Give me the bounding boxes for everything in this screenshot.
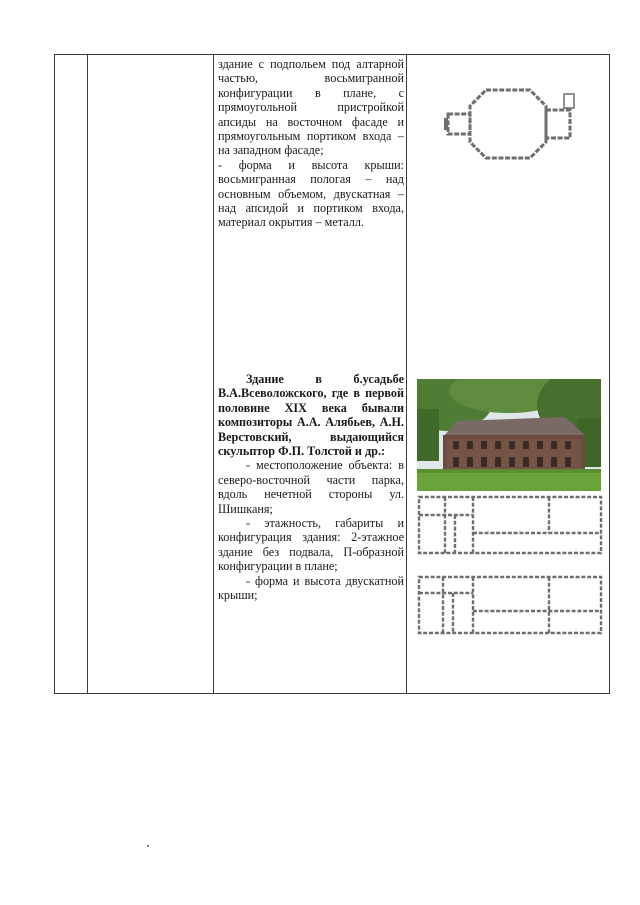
section2-heading: Здание в б.усадьбе В.А.Всеволожского, где в первой половине XIX века бывали композиторы А.А. Алябьев, А.Н. Верстовский, выдающийся скульптор Ф.П. Толстой и др.: — [218, 372, 404, 459]
column-divider — [406, 55, 407, 693]
section2-item: - форма и высота двускатной крыши; — [218, 573, 404, 603]
scan-speck — [147, 845, 149, 847]
column-divider — [87, 55, 88, 693]
column-divider — [213, 55, 214, 693]
section1-paragraph: здание с подпольем под алтарной частью, восьмигранной конфигурации в плане, с прямоугольной пристройкой апсиды на восточном фасаде и прямоугольным портиком входа – на западном фасаде; — [218, 57, 404, 158]
manor-building-photo-icon — [417, 379, 601, 491]
section2-text — [218, 372, 404, 603]
section1-paragraph: - форма и высота крыши: восьмигранная пологая – над основным объемом, двускатная – над апсидой и портиком входа, материал окрытия – металл. — [218, 157, 404, 230]
octagonal-floor-plan-icon — [442, 86, 578, 162]
floor-plan-level-1-icon — [417, 495, 603, 555]
section2-item: - местоположение объекта: в северо-восточной части парка, вдоль нечетной стороны ул. Шишканя; — [218, 458, 404, 516]
section2-item: - этажность, габариты и конфигурация здания: 2-этажное здание без подвала, П-образной конфигурации в плане; — [218, 516, 404, 574]
floor-plan-level-2-icon — [417, 575, 603, 635]
section1-text — [218, 57, 404, 230]
